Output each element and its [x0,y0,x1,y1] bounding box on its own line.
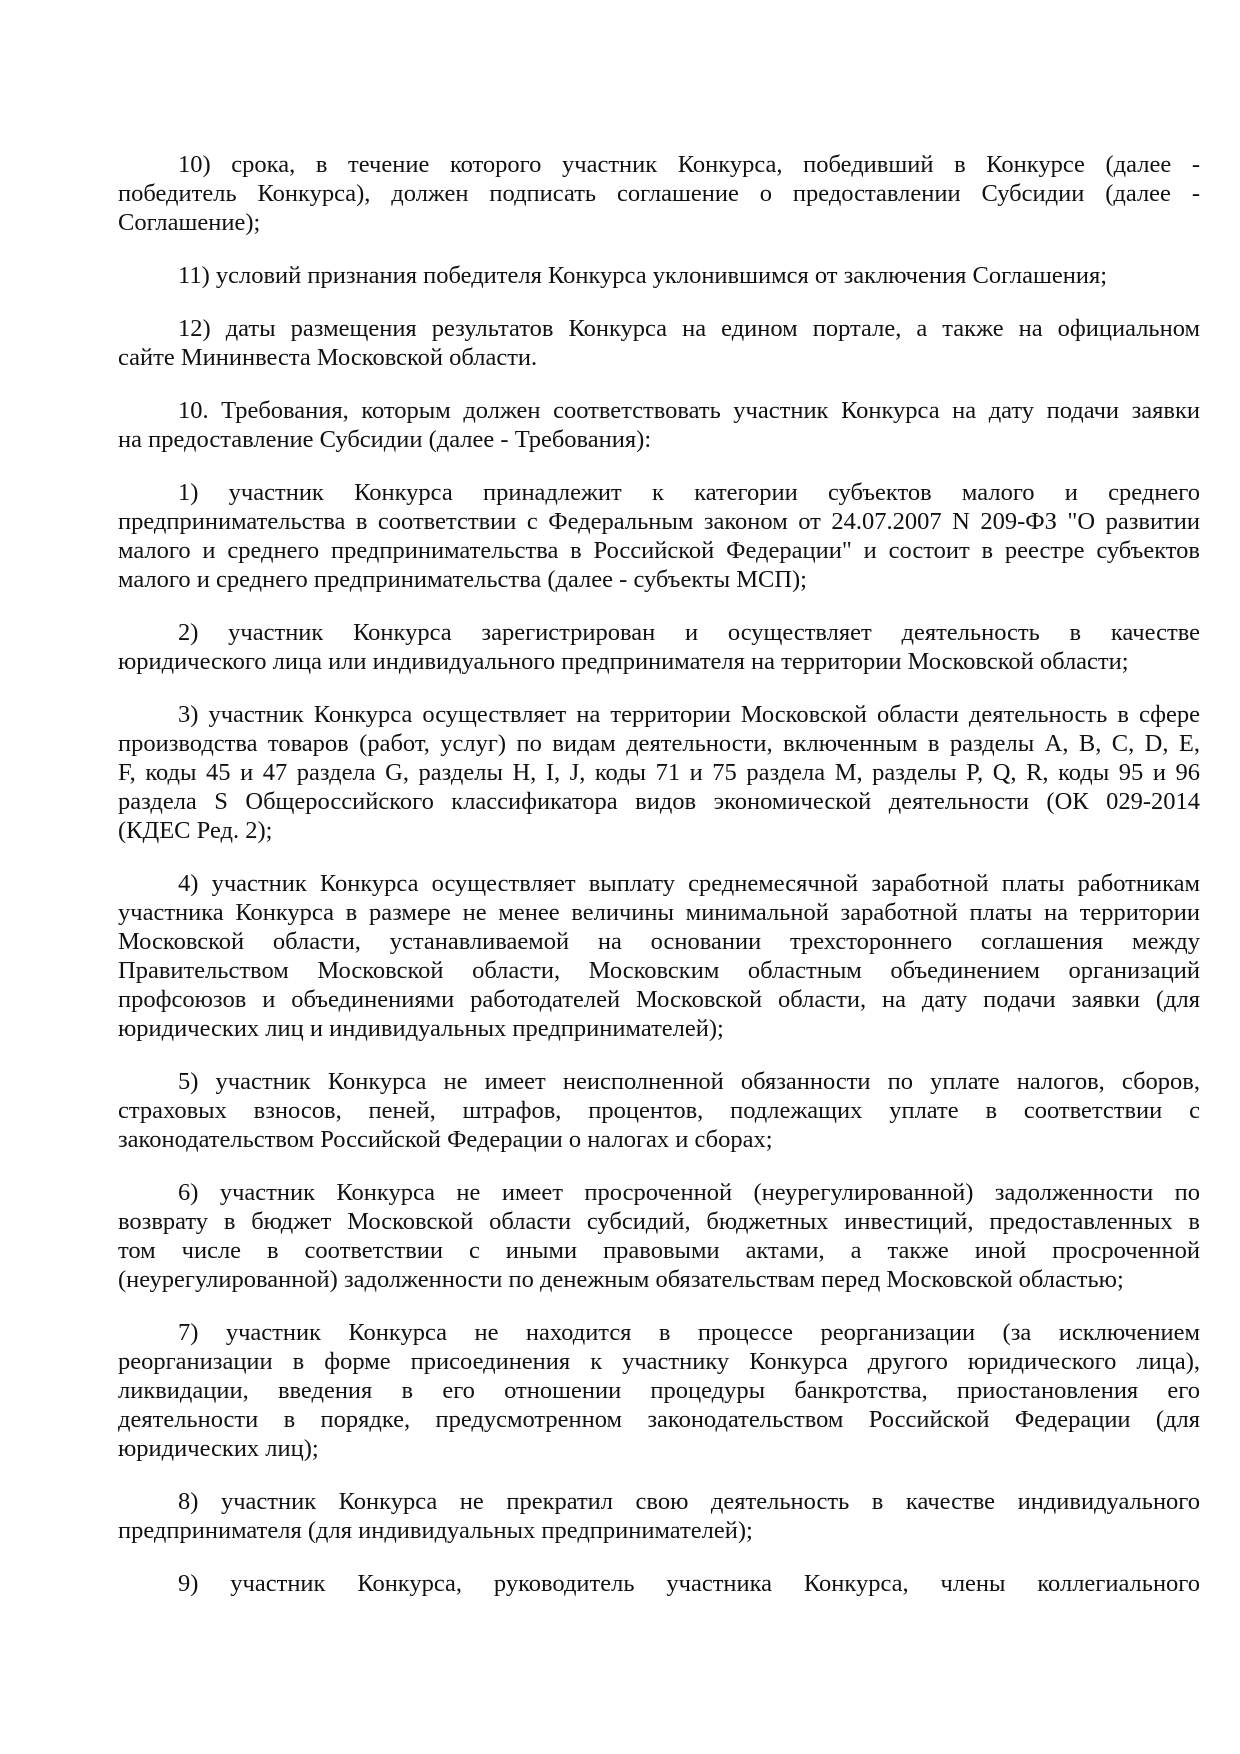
text-line: предпринимателя (для индивидуальных предпринимателей); [118,1517,753,1544]
text-line: 1) участник Конкурса принадлежит к категории субъектов малого и среднего [178,479,1200,506]
text-line: участника Конкурса в размере не менее величины минимальной заработной платы на территории [118,899,1200,926]
paragraph [118,478,1200,594]
paragraph [118,150,1200,237]
text-line: 12) даты размещения результатов Конкурса на едином портале, а также на официальном [178,315,1200,342]
text-line: 3) участник Конкурса осуществляет на территории Московской области деятельность в сфере [178,701,1200,728]
text-line: 11) условий признания победителя Конкурса уклонившимся от заключения Соглашения; [178,262,1108,289]
paragraph [118,396,1200,454]
text-line: (неурегулированной) задолженности по денежным обязательствам перед Московской областью; [118,1266,1124,1293]
paragraph [118,618,1200,676]
text-line: деятельности в порядке, предусмотренном законодательством Российской Федерации (для [118,1406,1200,1433]
paragraph [118,869,1200,1043]
paragraph [118,700,1200,845]
text-line: 4) участник Конкурса осуществляет выплату среднемесячной заработной платы работникам [178,870,1200,897]
paragraph [118,314,1200,372]
text-line: юридических лиц); [118,1435,319,1462]
text-line: малого и среднего предпринимательства в Российской Федерации" и состоит в реестре субъектов [118,537,1200,564]
paragraph [118,1569,1200,1598]
text-line: том числе в соответствии с иными правовыми актами, а также иной просроченной [118,1237,1200,1264]
text-line: 2) участник Конкурса зарегистрирован и осуществляет деятельность в качестве [178,619,1200,646]
document-page [118,150,1200,1622]
text-line: ликвидации, введения в его отношении процедуры банкротства, приостановления его [118,1377,1200,1404]
text-line: 10) срока, в течение которого участник Конкурса, победивший в Конкурсе (далее - [178,151,1200,178]
text-line: Московской области, устанавливаемой на основании трехстороннего соглашения между [118,928,1200,955]
text-line: 5) участник Конкурса не имеет неисполненной обязанности по уплате налогов, сборов, [178,1068,1200,1095]
text-line: 7) участник Конкурса не находится в процессе реорганизации (за исключением [178,1319,1200,1346]
paragraph [118,1067,1200,1154]
paragraph [118,261,1200,290]
text-line: F, коды 45 и 47 раздела G, разделы H, I, J, коды 71 и 75 раздела M, разделы P, Q, R, коды 95 и 96 [118,759,1200,786]
text-line: предпринимательства в соответствии с Федеральным законом от 24.07.2007 N 209-ФЗ "О развитии [118,508,1200,535]
text-line: производства товаров (работ, услуг) по видам деятельности, включенным в разделы A, B, C, D, E, [118,730,1200,757]
paragraph [118,1178,1200,1294]
text-line: (КДЕС Ред. 2); [118,817,273,844]
text-line: раздела S Общероссийского классификатора видов экономической деятельности (ОК 029-2014 [118,788,1200,815]
text-line: юридических лиц и индивидуальных предпринимателей); [118,1015,724,1042]
text-line: 9) участник Конкурса, руководитель участника Конкурса, члены коллегиального [178,1570,1200,1597]
text-line: страховых взносов, пеней, штрафов, процентов, подлежащих уплате в соответствии с [118,1097,1200,1124]
text-line: юридического лица или индивидуального предпринимателя на территории Московской области; [118,648,1129,675]
text-line: возврату в бюджет Московской области субсидий, бюджетных инвестиций, предоставленных в [118,1208,1200,1235]
text-line: профсоюзов и объединениями работодателей Московской области, на дату подачи заявки (для [118,986,1200,1013]
text-line: Правительством Московской области, Московским областным объединением организаций [118,957,1200,984]
text-line: 8) участник Конкурса не прекратил свою деятельность в качестве индивидуального [178,1488,1200,1515]
text-line: сайте Мининвеста Московской области. [118,344,538,371]
paragraph [118,1318,1200,1463]
text-line: 6) участник Конкурса не имеет просроченной (неурегулированной) задолженности по [178,1179,1200,1206]
text-line: реорганизации в форме присоединения к участнику Конкурса другого юридического лица), [118,1348,1200,1375]
text-line: малого и среднего предпринимательства (далее - субъекты МСП); [118,566,807,593]
paragraph [118,1487,1200,1545]
text-line: законодательством Российской Федерации о налогах и сборах; [118,1126,773,1153]
text-line: на предоставление Субсидии (далее - Требования): [118,426,652,453]
text-line: Соглашение); [118,209,261,236]
text-line: победитель Конкурса), должен подписать соглашение о предоставлении Субсидии (далее - [118,180,1200,207]
text-line: 10. Требования, которым должен соответствовать участник Конкурса на дату подачи заявки [178,397,1200,424]
